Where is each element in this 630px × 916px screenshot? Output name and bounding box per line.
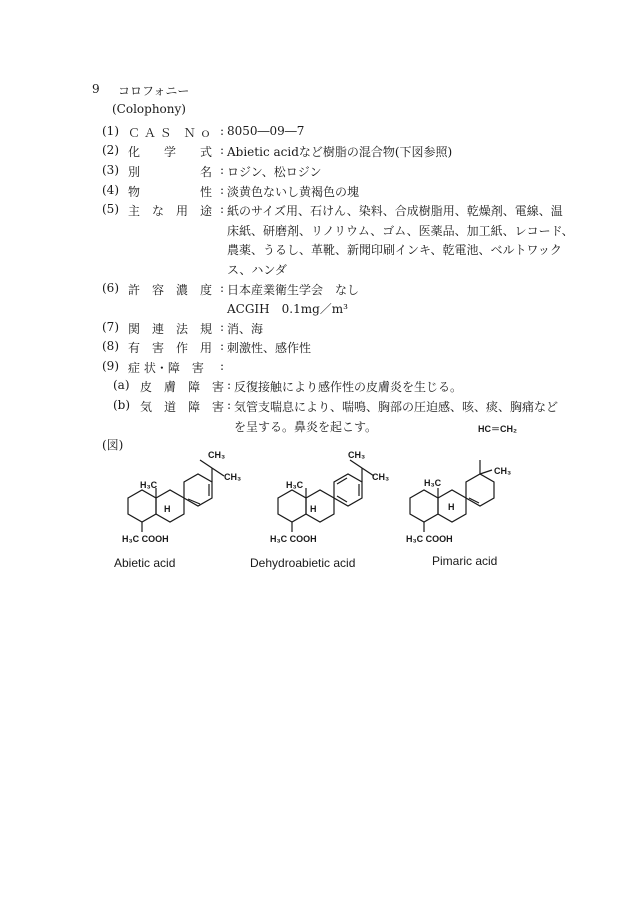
dehydroabietic-acid-structure [262,448,402,552]
dehydroabietic-acid-h: H [310,504,317,514]
dehydroabietic-acid-caption: Dehydroabietic acid [250,556,356,570]
subitem-value-line: を呈する。鼻炎を起こす。 [234,420,378,434]
dehydroabietic-acid-ch3-top: CH₃ [348,450,366,460]
pimaric-acid-ch3: CH₃ [494,466,512,476]
pimaric-acid-bottom: H₃C COOH [406,534,453,544]
item-colon: : [220,143,225,157]
item-number: (6) [102,281,119,295]
item-value-line: 日本産業衛生学会 なし [227,283,360,297]
pimaric-acid-h3c: H₃C [424,478,442,488]
item-label: 主 な 用 途 [128,204,213,218]
item-colon: : [220,202,225,216]
item-label: 別 名 [128,165,213,179]
pimaric-acid-caption: Pimaric acid [432,554,498,568]
subitem-label: 皮 膚 障 害 [140,380,225,394]
item-value-line: 紙のサイズ用、石けん、染料、合成樹脂用、乾燥剤、電線、温 [227,204,563,218]
item-label: 化 学 式 [128,145,213,159]
item-value: 8050―09―7 [227,124,305,138]
item-colon: : [220,281,225,295]
item-colon: : [227,378,232,392]
abietic-acid-h: H [164,504,171,514]
item-value: 淡黄色ないし黄褐色の塊 [227,185,360,199]
abietic-acid-bonds [128,460,224,532]
item-value: Abietic acidなど樹脂の混合物(下図参照) [227,145,453,159]
item-label: 症 状・障 害 [128,361,204,375]
pimaric-acid-structure [404,418,544,552]
subitem-value-line: 気管支喘息により、喘鳴、胸部の圧迫感、咳、痰、胸痛など [234,400,559,414]
item-number: (2) [102,143,119,157]
item-colon: : [220,339,225,353]
item-colon: : [220,320,225,334]
subitem-number: (b) [113,398,131,412]
item-label: 有 害 作 用 [128,341,213,355]
item-number: (3) [102,163,119,177]
abietic-acid-ch3-right: CH₃ [224,472,242,482]
item-value: 刺激性、感作性 [227,341,312,355]
abietic-acid-h3c: H₃C [140,480,158,490]
item-colon: : [227,398,232,412]
item-value-line: ACGIH 0.1mg／m³ [227,302,348,316]
pimaric-acid-vinyl: HC＝CH₂ [478,424,517,434]
item-value-line: 農薬、うるし、革靴、新聞印刷インキ、乾電池、ベルトワック [227,243,562,257]
item-number: (9) [102,359,119,373]
section-number: 9 [92,82,100,96]
dehydroabietic-acid-bottom: H₃C COOH [270,534,317,544]
item-colon: : [220,359,225,373]
item-number: (7) [102,320,119,334]
item-value-line: ス、ハンダ [227,263,287,277]
section-subtitle: (Colophony) [112,102,186,116]
dehydroabietic-acid-ch3-right: CH₃ [372,472,390,482]
item-colon: : [220,163,225,177]
dehydroabietic-acid-h3c: H₃C [286,480,304,490]
subitem-value-line: 反復接触により感作性の皮膚炎を生じる。 [234,380,463,394]
item-value: ロジン、松ロジン [227,165,322,179]
item-number: (1) [102,124,119,138]
item-number: (5) [102,202,119,216]
item-label: Ｃ Ａ Ｓ Ｎ ｏ [128,126,212,140]
item-label: 物 性 [128,185,213,199]
subitem-label: 気 道 障 害 [140,400,225,414]
figure-label: (図) [102,438,124,452]
abietic-acid-structure [112,448,252,552]
pimaric-acid-h: H [448,502,455,512]
abietic-acid-ch3-top: CH₃ [208,450,226,460]
item-label: 関 連 法 規 [128,322,213,336]
item-label: 許 容 濃 度 [128,283,213,297]
abietic-acid-caption: Abietic acid [114,556,176,570]
item-number: (8) [102,339,119,353]
item-colon: : [220,183,225,197]
item-number: (4) [102,183,119,197]
item-value: 消、海 [227,322,264,336]
section-title: コロフォニー [118,84,190,98]
item-value-line: 床紙、研磨剤、リノリウム、ゴム、医薬品、加工紙、レコード、 [227,224,574,238]
dehydroabietic-acid-bonds [278,460,374,532]
item-colon: : [220,124,225,138]
abietic-acid-bottom: H₃C COOH [122,534,169,544]
pimaric-acid-bonds [410,460,494,532]
subitem-number: (a) [113,378,130,392]
